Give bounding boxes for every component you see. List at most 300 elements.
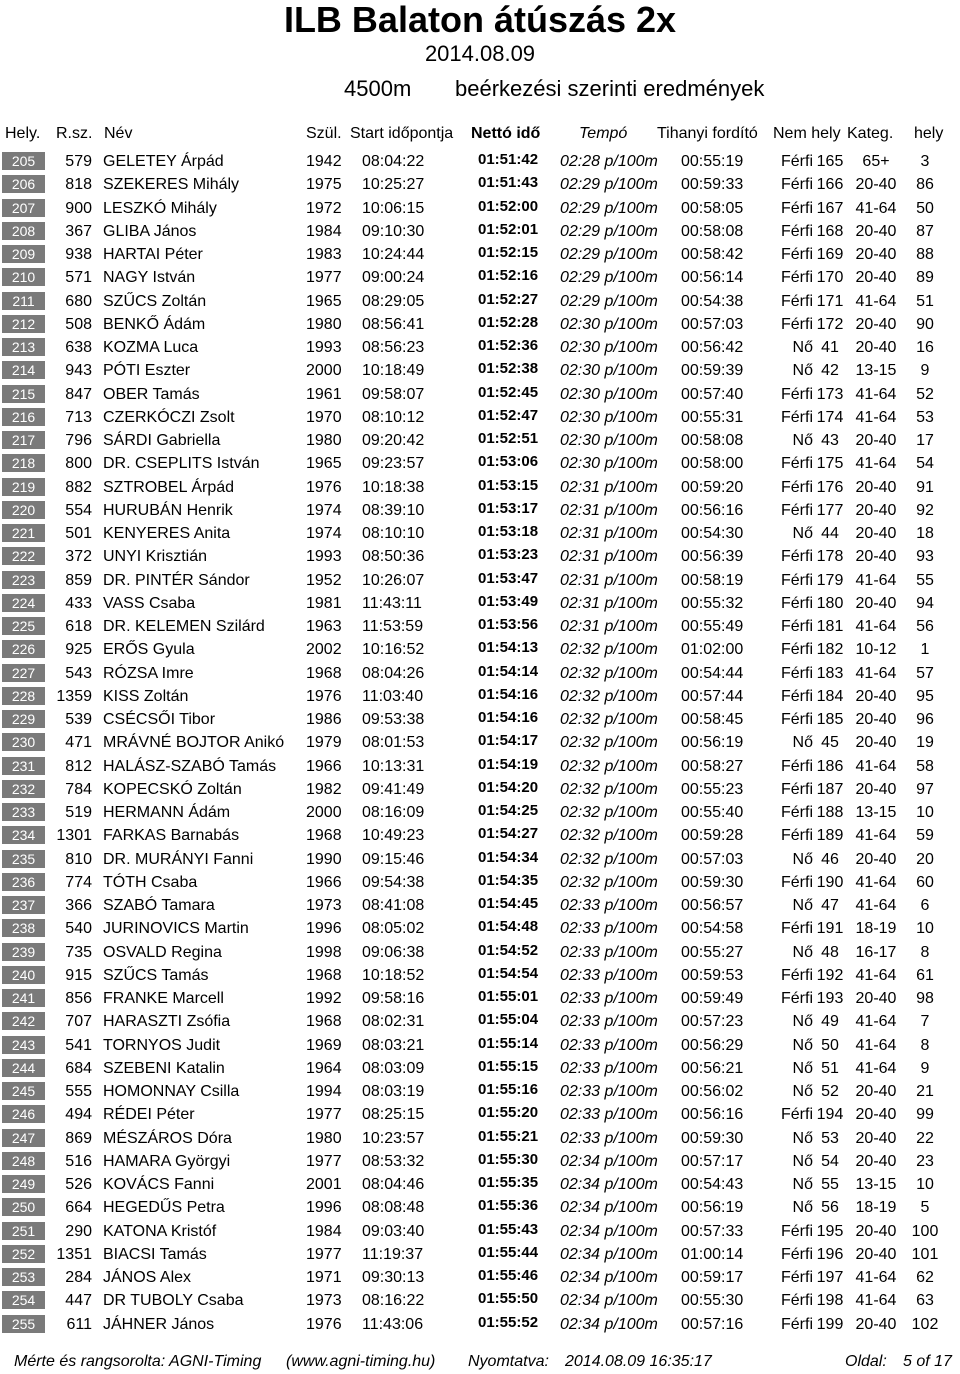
cell-tihany-split: 00:54:38 [681,292,744,310]
cell-category-place: 5 [920,1199,930,1217]
cell-place-badge: 208 [2,222,45,240]
cell-start-time: 09:41:49 [362,780,425,798]
cell-name: HEGEDŰS Petra [103,1199,225,1217]
cell-start-time: 08:29:05 [362,292,425,310]
cell-gender-place: 184 [816,687,844,705]
table-row [0,662,960,685]
cell-tihany-split: 00:55:31 [681,408,744,426]
cell-birth-year: 1973 [306,1292,342,1310]
cell-category: 20-40 [855,711,897,728]
cell-gender: Férfi [781,153,813,170]
cell-gender-place: 53 [821,1129,839,1147]
cell-gender: Férfi [781,501,813,519]
cell-pace: 02:33 p/100m [560,966,658,984]
cell-birth-year: 1974 [306,501,342,519]
cell-category: 20-40 [855,850,897,868]
cell-pace: 02:32 p/100m [560,827,658,845]
cell-category: 20-40 [855,269,897,287]
cell-race-number: 1351 [56,1245,92,1263]
cell-gender-place: 196 [816,1245,844,1263]
cell-start-time: 09:06:38 [362,943,425,961]
cell-gender-place: 172 [816,315,844,333]
cell-gender-place: 186 [816,757,844,775]
cell-category-place: 96 [916,711,934,728]
cell-net-time: 01:55:44 [478,1243,539,1261]
cell-start-time: 08:25:15 [362,1106,425,1124]
cell-name: MÉSZÁROS Dóra [103,1129,232,1147]
results-table [0,150,960,1336]
cell-birth-year: 1984 [306,1222,342,1240]
cell-start-time: 08:03:21 [362,1036,425,1054]
table-row [0,313,960,336]
cell-tihany-split: 00:56:21 [681,1059,744,1077]
cell-start-time: 08:08:48 [362,1199,425,1217]
cell-race-number: 684 [65,1059,92,1077]
cell-place-badge: 225 [2,617,45,635]
cell-place-badge: 221 [2,524,45,542]
cell-birth-year: 1966 [306,873,342,891]
cell-gender: Nő [792,1152,813,1170]
table-row [0,1080,960,1103]
cell-birth-year: 1975 [306,176,342,194]
cell-net-time: 01:55:04 [478,1011,539,1029]
cell-category: 20-40 [855,1129,897,1147]
cell-tihany-split: 00:56:19 [681,1199,744,1217]
cell-name: LESZKÓ Mihály [103,199,217,217]
cell-tihany-split: 00:57:17 [681,1152,744,1170]
cell-category: 41-64 [855,1013,897,1031]
cell-gender: Férfi [781,385,813,403]
cell-birth-year: 1971 [306,1269,342,1286]
cell-race-number: 638 [65,339,92,356]
cell-category-place: 100 [911,1222,939,1240]
cell-gender-place: 182 [816,641,844,659]
cell-birth-year: 1970 [306,408,342,426]
cell-gender-place: 168 [816,222,844,240]
cell-pace: 02:32 p/100m [560,664,658,682]
cell-place-badge: 228 [2,687,45,705]
cell-start-time: 08:04:46 [362,1176,425,1193]
cell-gender: Nő [792,362,813,380]
cell-place-badge: 205 [2,152,45,170]
cell-race-number: 847 [65,385,92,403]
cell-tihany-split: 00:56:16 [681,501,744,519]
cell-race-number: 618 [65,618,92,635]
cell-birth-year: 1980 [306,1129,342,1147]
cell-tihany-split: 00:57:16 [681,1315,744,1333]
cell-name: KOPECSKÓ Zoltán [103,780,242,798]
cell-category-place: 20 [916,850,934,868]
cell-gender-place: 169 [816,246,844,263]
cell-category: 20-40 [855,1315,897,1333]
cell-birth-year: 1976 [306,687,342,705]
cell-place-badge: 255 [2,1315,45,1333]
cell-tihany-split: 00:59:30 [681,873,744,891]
cell-name: SZŰCS Tamás [103,966,209,984]
cell-name: SZTROBEL Árpád [103,478,235,496]
cell-race-number: 774 [65,873,92,891]
cell-tihany-split: 00:58:08 [681,222,744,240]
cell-gender: Férfi [781,1269,813,1286]
cell-race-number: 508 [65,315,92,333]
cell-pace: 02:29 p/100m [560,199,658,217]
cell-gender: Férfi [781,292,813,310]
cell-place-badge: 245 [2,1082,45,1100]
cell-race-number: 900 [65,199,92,217]
cell-tihany-split: 00:55:23 [681,780,744,798]
cell-place-badge: 237 [2,896,45,914]
cell-gender-place: 46 [821,850,839,868]
cell-birth-year: 1992 [306,990,342,1007]
cell-category: 20-40 [855,1083,897,1100]
cell-pace: 02:32 p/100m [560,641,658,659]
cell-category: 41-64 [855,966,897,984]
cell-place-badge: 241 [2,989,45,1007]
cell-gender-place: 176 [816,478,844,496]
cell-category: 20-40 [855,315,897,333]
cell-category-place: 59 [916,827,934,845]
cell-place-badge: 213 [2,338,45,356]
cell-category-place: 52 [916,385,934,403]
cell-gender: Nő [792,339,813,356]
cell-race-number: 540 [65,920,92,938]
cell-place-badge: 216 [2,408,45,426]
cell-pace: 02:33 p/100m [560,1059,658,1077]
cell-birth-year: 1963 [306,618,342,635]
cell-gender: Férfi [781,1315,813,1333]
cell-place-badge: 248 [2,1152,45,1170]
cell-category-place: 8 [920,1036,930,1054]
cell-gender: Nő [792,1059,813,1077]
cell-category: 18-19 [855,1199,897,1217]
cell-category: 20-40 [855,525,897,542]
cell-gender-place: 195 [816,1222,844,1240]
cell-birth-year: 1973 [306,897,342,914]
cell-gender: Nő [792,1176,813,1193]
cell-name: CZERKÓCZI Zsolt [103,408,235,426]
cell-gender-place: 55 [821,1176,839,1193]
cell-race-number: 366 [65,897,92,914]
cell-place-badge: 212 [2,315,45,333]
table-row [0,917,960,940]
cell-category-place: 9 [920,1059,930,1077]
page-title: ILB Balaton átúszás 2x [283,0,677,40]
cell-start-time: 09:20:42 [362,432,425,449]
cell-category-place: 99 [916,1106,934,1124]
cell-category: 13-15 [855,804,897,821]
cell-birth-year: 1976 [306,1315,342,1333]
table-row [0,708,960,731]
cell-start-time: 08:16:22 [362,1292,425,1310]
cell-category: 41-64 [855,292,897,310]
table-row [0,778,960,801]
cell-category: 41-64 [855,618,897,635]
header-nev: Név [104,125,133,142]
cell-place-badge: 253 [2,1268,45,1286]
cell-category: 20-40 [855,1222,897,1240]
table-row [0,685,960,708]
column-headers [0,123,960,145]
cell-place-badge: 229 [2,710,45,728]
cell-tihany-split: 00:58:27 [681,757,744,775]
cell-gender-place: 54 [821,1152,839,1170]
cell-birth-year: 1982 [306,780,342,798]
cell-gender: Nő [792,734,813,752]
cell-place-badge: 251 [2,1222,45,1240]
footer-printed-value: 2014.08.09 16:35:17 [565,1353,712,1370]
cell-start-time: 10:18:49 [362,362,425,380]
cell-gender-place: 52 [821,1083,839,1100]
cell-net-time: 01:52:16 [478,267,539,285]
cell-race-number: 433 [65,594,92,612]
table-row [0,615,960,638]
cell-place-badge: 242 [2,1012,45,1030]
cell-category: 20-40 [855,594,897,612]
cell-birth-year: 1961 [306,385,342,403]
cell-tihany-split: 00:55:30 [681,1292,744,1310]
table-row [0,1243,960,1266]
cell-category-place: 62 [916,1269,934,1286]
cell-gender-place: 174 [816,408,844,426]
cell-pace: 02:31 p/100m [560,594,658,612]
cell-tihany-split: 00:58:08 [681,432,744,449]
cell-category: 41-64 [855,455,897,473]
cell-gender: Férfi [781,804,813,821]
cell-start-time: 09:03:40 [362,1222,425,1240]
cell-category: 18-19 [855,920,897,938]
cell-net-time: 01:55:35 [478,1174,539,1191]
cell-birth-year: 1964 [306,1059,342,1077]
cell-net-time: 01:54:25 [478,802,539,819]
cell-birth-year: 1994 [306,1083,342,1100]
header-szul: Szül. [306,125,342,142]
cell-start-time: 08:01:53 [362,734,425,752]
cell-category: 20-40 [855,501,897,519]
cell-tihany-split: 00:59:30 [681,1129,744,1147]
cell-name: SZABÓ Tamara [103,897,215,914]
table-row [0,452,960,475]
cell-birth-year: 1990 [306,850,342,868]
table-row [0,1313,960,1336]
cell-name: HARTAI Péter [103,246,203,263]
table-row [0,499,960,522]
cell-start-time: 10:25:27 [362,176,425,194]
cell-gender-place: 47 [821,897,839,914]
header-hely: Hely. [5,125,41,142]
cell-start-time: 10:18:52 [362,966,425,984]
cell-pace: 02:33 p/100m [560,1013,658,1031]
cell-category: 20-40 [855,176,897,194]
cell-gender-place: 181 [816,618,844,635]
cell-start-time: 08:53:32 [362,1152,425,1170]
cell-category: 20-40 [855,339,897,356]
cell-gender: Férfi [781,780,813,798]
table-row [0,1034,960,1057]
footer-url: (www.agni-timing.hu) [286,1353,436,1370]
cell-gender: Nő [792,943,813,961]
cell-gender: Férfi [781,966,813,984]
cell-birth-year: 2002 [306,641,342,659]
cell-gender: Nő [792,850,813,868]
cell-net-time: 01:55:21 [478,1127,539,1145]
cell-tihany-split: 00:58:42 [681,246,744,263]
cell-name: FRANKE Marcell [103,990,224,1007]
cell-category: 16-17 [855,943,897,961]
cell-race-number: 707 [65,1013,92,1031]
cell-name: KENYERES Anita [103,525,231,542]
header-khely: hely [914,125,944,142]
cell-category-place: 22 [916,1129,934,1147]
cell-gender-place: 165 [816,153,844,170]
footer-printed-label: Nyomtatva: [468,1353,549,1370]
cell-gender: Férfi [781,1106,813,1124]
table-row [0,1289,960,1312]
cell-gender: Férfi [781,455,813,473]
cell-start-time: 10:23:57 [362,1129,425,1147]
cell-category: 20-40 [855,1245,897,1263]
cell-name: GLIBA János [103,222,197,240]
cell-tihany-split: 00:59:33 [681,176,744,194]
cell-net-time: 01:55:14 [478,1034,539,1052]
cell-start-time: 10:49:23 [362,827,425,845]
cell-gender: Férfi [781,757,813,775]
cell-pace: 02:34 p/100m [560,1176,658,1193]
cell-net-time: 01:53:47 [478,569,539,587]
cell-net-time: 01:52:01 [478,220,539,238]
cell-birth-year: 1942 [306,153,342,170]
cell-place-badge: 252 [2,1245,45,1263]
cell-pace: 02:32 p/100m [560,711,658,728]
cell-category: 20-40 [855,246,897,263]
cell-name: NAGY István [103,269,196,287]
cell-pace: 02:33 p/100m [560,990,658,1007]
cell-place-badge: 236 [2,873,45,891]
cell-race-number: 856 [65,990,92,1007]
cell-name: HERMANN Ádám [103,804,231,821]
cell-pace: 02:32 p/100m [560,873,658,891]
cell-gender: Nő [792,1013,813,1031]
cell-category: 20-40 [855,780,897,798]
cell-birth-year: 1983 [306,246,342,263]
cell-birth-year: 1981 [306,594,342,612]
cell-name: BENKŐ Ádám [103,315,206,333]
cell-place-badge: 238 [2,919,45,937]
cell-name: DR. CSEPLITS István [103,455,260,473]
cell-start-time: 11:19:37 [362,1245,424,1263]
cell-race-number: 1301 [56,827,92,845]
cell-tihany-split: 00:59:53 [681,966,744,984]
cell-race-number: 543 [65,664,92,682]
cell-category: 20-40 [855,687,897,705]
cell-pace: 02:31 p/100m [560,571,658,589]
cell-name: DR. PINTÉR Sándor [103,571,250,589]
cell-start-time: 10:16:52 [362,641,425,659]
cell-race-number: 471 [65,734,92,752]
table-row [0,522,960,545]
cell-net-time: 01:54:14 [478,662,539,680]
cell-start-time: 09:58:07 [362,385,425,403]
cell-name: ERŐS Gyula [103,641,195,659]
cell-net-time: 01:53:06 [478,453,539,471]
table-row [0,592,960,615]
table-row [0,1150,960,1173]
cell-category: 20-40 [855,432,897,449]
table-row [0,1127,960,1150]
cell-category: 41-64 [855,664,897,682]
cell-race-number: 554 [65,501,92,519]
cell-gender-place: 190 [816,873,844,891]
cell-name: BIACSI Tamás [103,1245,207,1263]
cell-race-number: 541 [65,1036,92,1054]
table-row [0,638,960,661]
cell-net-time: 01:54:16 [478,685,539,703]
cell-race-number: 516 [65,1152,92,1170]
cell-tihany-split: 00:58:19 [681,571,744,589]
cell-gender-place: 44 [821,525,839,542]
cell-category: 41-64 [855,1269,897,1286]
cell-name: PÓTI Eszter [103,362,191,380]
cell-category-place: 89 [916,269,934,287]
cell-category-place: 9 [920,362,930,380]
header-rsz: R.sz. [56,125,93,142]
cell-category: 13-15 [855,1176,897,1193]
cell-tihany-split: 01:02:00 [681,641,744,659]
cell-category-place: 91 [916,478,934,496]
cell-pace: 02:33 p/100m [560,1129,658,1147]
cell-gender: Nő [792,1199,813,1217]
cell-gender: Férfi [781,1245,813,1263]
cell-name: HURUBÁN Henrik [103,501,233,519]
cell-birth-year: 1977 [306,1245,342,1263]
cell-net-time: 01:55:16 [478,1081,539,1098]
cell-category-place: 92 [916,501,934,519]
table-row [0,964,960,987]
table-row [0,1057,960,1080]
cell-gender-place: 41 [821,339,839,356]
cell-pace: 02:30 p/100m [560,385,658,403]
cell-start-time: 08:56:41 [362,315,425,333]
cell-tihany-split: 00:54:30 [681,525,744,542]
cell-race-number: 915 [65,966,92,984]
cell-race-number: 925 [65,641,92,659]
footer-measured-by: Mérte és rangsorolta: AGNI-Timing [14,1353,262,1370]
table-row [0,476,960,499]
cell-gender-place: 193 [816,990,844,1007]
table-row [0,731,960,754]
cell-race-number: 579 [65,153,92,170]
cell-pace: 02:30 p/100m [560,455,658,473]
cell-gender-place: 183 [816,664,844,682]
cell-pace: 02:31 p/100m [560,525,658,542]
cell-net-time: 01:54:13 [478,639,539,657]
cell-race-number: 735 [65,943,92,961]
cell-category: 41-64 [855,1036,897,1054]
cell-pace: 02:33 p/100m [560,1036,658,1054]
cell-place-badge: 223 [2,571,45,589]
cell-start-time: 10:24:44 [362,246,425,263]
cell-category-place: 3 [920,153,930,170]
cell-net-time: 01:55:36 [478,1197,539,1215]
cell-pace: 02:30 p/100m [560,315,658,333]
cell-category-place: 16 [916,339,934,356]
cell-race-number: 571 [65,269,92,287]
cell-race-number: 713 [65,408,92,426]
cell-gender: Férfi [781,1222,813,1240]
cell-category-place: 23 [916,1152,934,1170]
table-row [0,894,960,917]
cell-race-number: 943 [65,362,92,380]
cell-category: 41-64 [855,199,897,217]
